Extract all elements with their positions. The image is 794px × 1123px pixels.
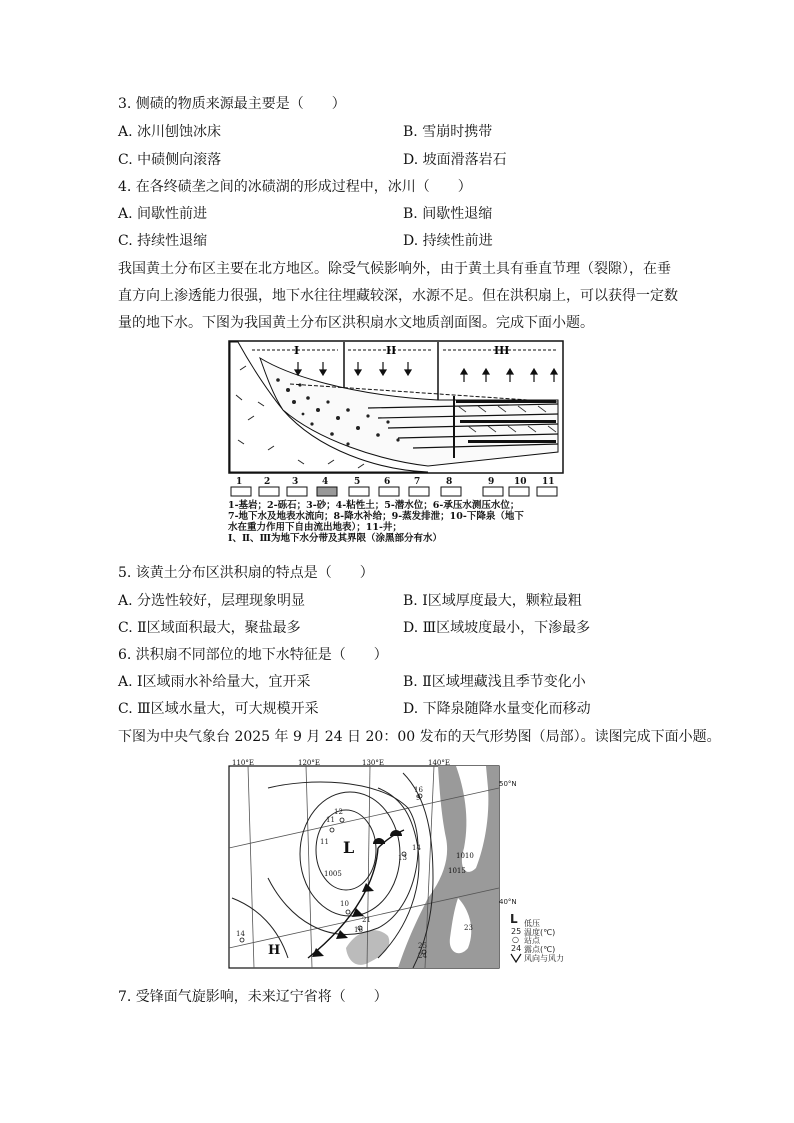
station-value: 16 bbox=[414, 786, 423, 794]
legend-num-5: 5 bbox=[354, 477, 361, 487]
q3-option-d: D. 坡面滑落岩石 bbox=[403, 152, 507, 168]
station-value: 14 bbox=[236, 930, 245, 938]
station-value: 23 bbox=[464, 924, 473, 932]
q5-option-d: D. Ⅲ区域坡度最小，下渗最多 bbox=[403, 620, 591, 636]
station-value: 12 bbox=[334, 808, 343, 816]
legend-line-3: 水在重力作用下自由流出地表）；11-井； bbox=[228, 522, 402, 533]
q4-option-a: A. 间歇性前进 bbox=[118, 206, 208, 222]
legend-num-4: 4 bbox=[322, 477, 329, 487]
lat-label-40: 40°N bbox=[499, 898, 517, 906]
legend-num-10: 10 bbox=[514, 477, 527, 487]
lon-label-140: 140°E bbox=[428, 759, 450, 767]
alluvial-fan-cross-section bbox=[228, 340, 564, 480]
legend-dew: 露点(℃) bbox=[524, 945, 556, 954]
q6-option-d: D. 下降泉随降水量变化而移动 bbox=[403, 701, 591, 717]
isobar-label-1015: 1015 bbox=[448, 867, 466, 875]
station-value: 25 bbox=[418, 942, 427, 950]
q4-option-d: D. 持续性前进 bbox=[403, 233, 493, 249]
station-value: 16 bbox=[354, 926, 363, 934]
legend-line-1: 1-基岩；2-砾石；3-砂；4-粘性土；5-潜水位；6-承压水测压水位； bbox=[228, 500, 520, 511]
q4-option-b: B. 间歇性退缩 bbox=[403, 206, 493, 222]
q6-option-b: B. Ⅱ区域埋藏浅且季节变化小 bbox=[403, 674, 586, 690]
station-value: 24 bbox=[418, 952, 427, 960]
station-value: 13 bbox=[398, 854, 407, 862]
legend-num-1: 1 bbox=[236, 477, 243, 487]
legend-low-symbol: L bbox=[510, 912, 518, 926]
isobar-label-1005: 1005 bbox=[324, 870, 342, 878]
figure1-legend bbox=[228, 500, 524, 544]
q7-stem: 7. 受锋面气旋影响，未来辽宁省将（ ） bbox=[118, 989, 388, 1005]
zone-label-1: I bbox=[294, 344, 300, 357]
zone-label-2: II bbox=[386, 344, 397, 357]
q3-option-c: C. 中碛侧向滚落 bbox=[118, 152, 222, 168]
passage-weather: 下图为中央气象台 2025 年 9 月 24 日 20：00 发布的天气形势图（局部）。读图完成下面小题。 bbox=[118, 729, 721, 745]
high-pressure-label: H bbox=[268, 943, 281, 958]
weather-map-figure bbox=[228, 758, 588, 974]
q5-option-a: A. 分选性较好，层理现象明显 bbox=[118, 593, 306, 609]
lat-label-50: 50°N bbox=[499, 780, 517, 788]
station-value: 11 bbox=[320, 838, 329, 846]
q3-stem: 3. 侧碛的物质来源最主要是（ ） bbox=[118, 96, 346, 112]
wind-barb-icon bbox=[510, 953, 522, 963]
legend-wind: 风向与风力 bbox=[524, 954, 564, 963]
passage-loess: 我国黄土分布区主要在北方地区。除受气候影响外，由于黄土具有垂直节理（裂隙），在垂直方向上渗透能力很强，地下水往往埋藏较深，水源不足。但在洪积扇上，可以获得一定数量的地下水。下图为我国黄土分布区洪积扇水文地质剖面图。完成下面小题。 bbox=[118, 261, 678, 331]
legend-num-11: 11 bbox=[542, 477, 555, 487]
legend-num-6: 6 bbox=[384, 477, 391, 487]
q6-stem: 6. 洪积扇不同部位的地下水特征是（ ） bbox=[118, 647, 388, 663]
q3-option-a: A. 冰川刨蚀冰床 bbox=[118, 124, 222, 140]
q3-option-b: B. 雪崩时携带 bbox=[403, 124, 493, 140]
legend-num-7: 7 bbox=[414, 477, 421, 487]
legend-num-8: 8 bbox=[446, 477, 453, 487]
weather-map bbox=[228, 758, 500, 970]
legend-temp-example: 25 bbox=[511, 927, 522, 936]
lon-label-120: 120°E bbox=[298, 759, 320, 767]
q5-option-c: C. Ⅱ区域面积最大，聚盐最多 bbox=[118, 620, 301, 636]
alluvial-fan-figure bbox=[228, 340, 564, 550]
q4-stem: 4. 在各终碛垄之间的冰碛湖的形成过程中，冰川（ ） bbox=[118, 179, 472, 195]
station-value: 10 bbox=[340, 900, 349, 908]
isobar-label-1010: 1010 bbox=[456, 852, 474, 860]
q5-stem: 5. 该黄土分布区洪积扇的特点是（ ） bbox=[118, 565, 374, 581]
q5-option-b: B. Ⅰ区域厚度最大，颗粒最粗 bbox=[403, 593, 582, 609]
legend-dew-example: 24 bbox=[511, 944, 522, 953]
lon-label-110: 110°E bbox=[232, 759, 254, 767]
q4-option-c: C. 持续性退缩 bbox=[118, 233, 208, 249]
station-value: 11 bbox=[326, 816, 335, 824]
station-value: 14 bbox=[412, 844, 421, 852]
legend-temp: 温度(℃) bbox=[524, 928, 556, 937]
low-pressure-label: L bbox=[343, 838, 355, 857]
lon-label-130: 130°E bbox=[362, 759, 384, 767]
q6-option-c: C. Ⅲ区域水量大，可大规模开采 bbox=[118, 701, 319, 717]
legend-num-3: 3 bbox=[292, 477, 299, 487]
station-value: 21 bbox=[362, 916, 371, 924]
legend-symbols bbox=[228, 476, 564, 498]
legend-line-4: Ⅰ、Ⅱ、Ⅲ为地下水分带及其界限（涂黑部分有水） bbox=[228, 533, 443, 544]
legend-line-2: 7-地下水及地表水流向；8-降水补给；9-蒸发排泄；10-下降泉（地下 bbox=[228, 511, 524, 522]
legend-station-icon: ○ bbox=[512, 935, 519, 944]
q6-option-a: A. Ⅰ区域雨水补给量大，宜开采 bbox=[118, 674, 311, 690]
zone-label-3: III bbox=[494, 344, 510, 357]
legend-station: 站点 bbox=[524, 936, 540, 945]
legend-num-2: 2 bbox=[264, 477, 271, 487]
station-value: 9 bbox=[416, 794, 421, 802]
legend-low: 低压 bbox=[524, 919, 540, 928]
legend-num-9: 9 bbox=[488, 477, 495, 487]
